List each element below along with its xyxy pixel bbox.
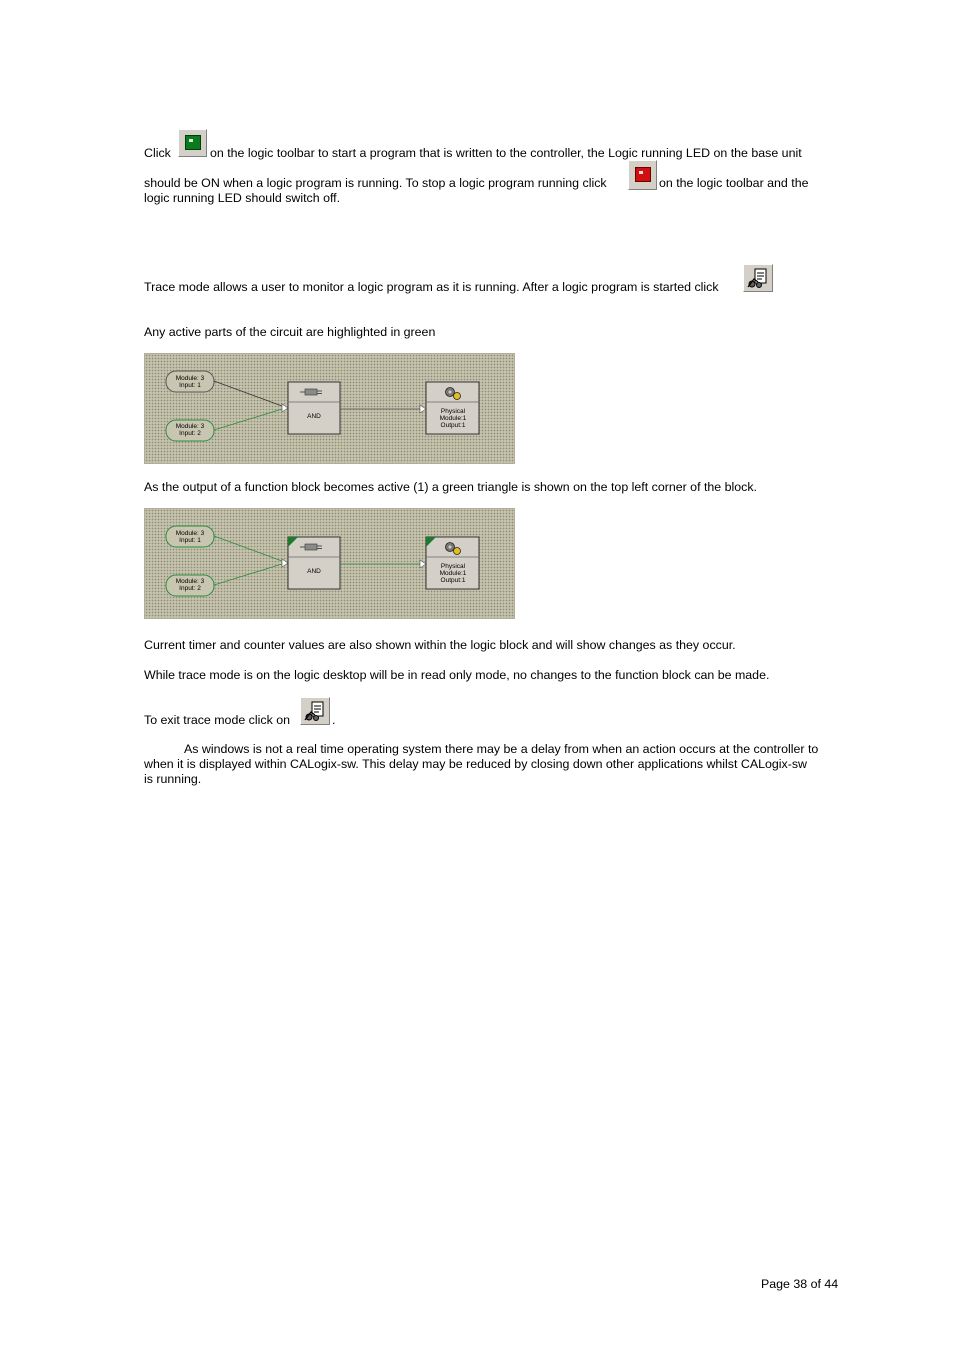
and-label: AND — [307, 568, 321, 575]
exit-trace-text: To exit trace mode click on — [144, 713, 290, 727]
trace-mode-intro: Trace mode allows a user to monitor a logic program as it is running. After a logic program is started click — [144, 280, 719, 294]
and-input-arrow — [282, 404, 288, 412]
connection-input2 — [214, 409, 282, 430]
page-number: Page 38 of 44 — [761, 1277, 839, 1291]
timer-counter-text: Current timer and counter values are also shown within the logic block and will show changes as they occur. — [144, 638, 736, 652]
trace-mode-icon — [744, 265, 772, 291]
trace-mode-icon — [301, 698, 329, 724]
input2-line2: Input: 2 — [179, 430, 201, 437]
click-label: Click — [144, 146, 171, 160]
trace-diagram-active — [144, 508, 515, 619]
note-line-2: when it is displayed within CALogix-sw. This delay may be reduced by closing down other applications whilst CALogix-sw — [144, 757, 807, 771]
input2-line1: Module: 3 — [175, 578, 205, 585]
stop-instruction-text: should be ON when a logic program is running. To stop a logic program running click — [144, 176, 607, 190]
start-instruction-text: on the logic toolbar to start a program that is written to the controller, the Logic running LED on the base unit — [210, 146, 802, 160]
input1-line2: Input: 1 — [179, 382, 201, 389]
output-input-arrow — [420, 405, 426, 413]
output-input-arrow — [420, 560, 426, 568]
output-line2: Module:1 — [439, 415, 467, 422]
trace-mode-button[interactable] — [743, 264, 773, 292]
and-label: AND — [307, 413, 321, 420]
output-line2: Module:1 — [439, 570, 467, 577]
stop-program-button[interactable] — [628, 160, 657, 190]
led-off-text: logic running LED should switch off. — [144, 191, 341, 205]
connection-input1 — [214, 536, 282, 561]
input2-line1: Module: 3 — [175, 423, 205, 430]
output-line3: Output:1 — [440, 577, 466, 584]
run-program-icon — [185, 135, 201, 150]
connection-input1 — [214, 381, 282, 406]
connection-input2 — [214, 564, 282, 585]
and-input-arrow — [282, 559, 288, 567]
exit-trace-button[interactable] — [300, 697, 330, 725]
input1-line2: Input: 1 — [179, 537, 201, 544]
input1-line1: Module: 3 — [175, 375, 205, 382]
note-line-1: As windows is not a real time operating system there may be a delay from when an action occurs at the controller to — [184, 742, 819, 756]
input2-line2: Input: 2 — [179, 585, 201, 592]
stop-instruction-tail: on the logic toolbar and the — [659, 176, 809, 190]
exit-trace-period: . — [332, 713, 336, 727]
active-parts-text: Any active parts of the circuit are highlighted in green — [144, 325, 436, 339]
output-line3: Output:1 — [440, 422, 466, 429]
green-triangle-text: As the output of a function block becomes active (1) a green triangle is shown on the top left corner of the block. — [144, 480, 757, 494]
stop-program-icon — [635, 167, 651, 182]
start-program-button[interactable] — [178, 129, 207, 157]
trace-diagram-inactive — [144, 353, 515, 464]
input1-line1: Module: 3 — [175, 530, 205, 537]
output-line1: Physical — [440, 408, 466, 415]
note-line-3: is running. — [144, 772, 202, 786]
read-only-text: While trace mode is on the logic desktop will be in read only mode, no changes to the function block can be made. — [144, 668, 770, 682]
output-line1: Physical — [440, 563, 466, 570]
